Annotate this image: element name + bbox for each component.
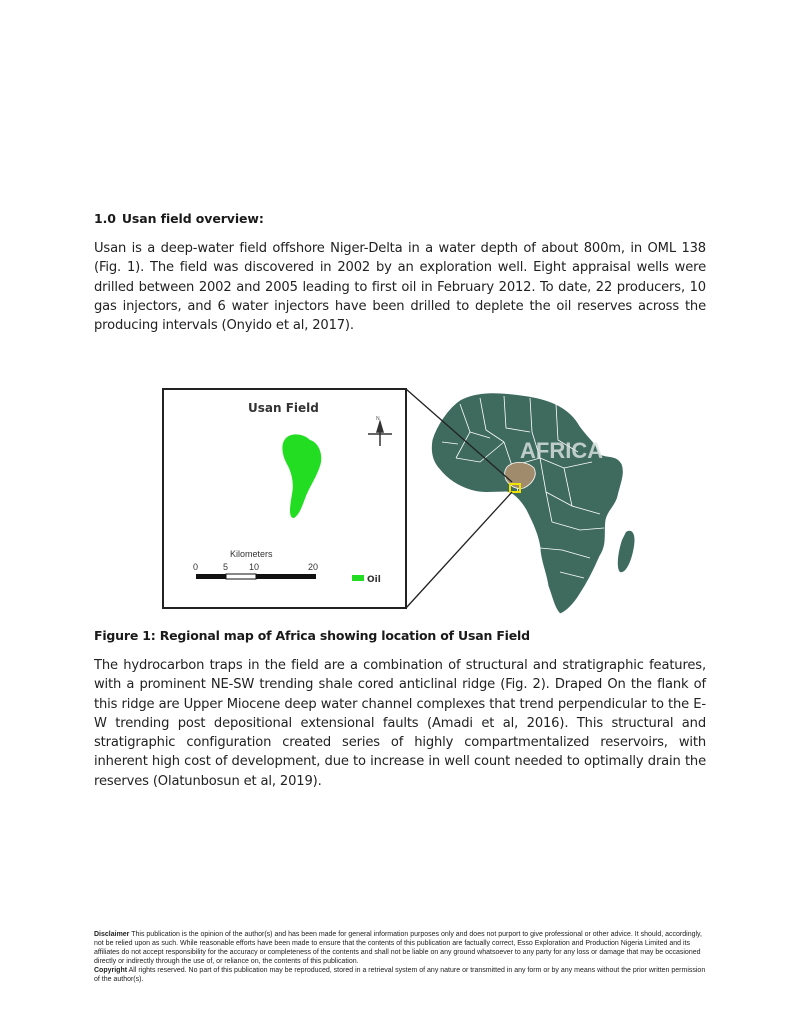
scale-bar xyxy=(196,574,316,579)
north-label: N xyxy=(376,416,380,422)
scale-tick-10: 10 xyxy=(249,562,260,572)
scale-tick-20: 20 xyxy=(308,562,319,572)
disclaimer-text: This publication is the opinion of the author(s) and has been made for general information purposes only and does not purport to give professional or other advice. It should, accordingly, not be relied upon as such. While reasonable efforts have been made to ensure that the contents of this publication are factually correct, Esso Exploration and Production Nigeria Limited and its affiliates do not accept responsibility for the accuracy or completeness of the contents and shall not be liable on any ground whatsoever to any party for any loss or damage that may be occasioned directly or indirectly through the use of, or reliance on, the contents of this publication. xyxy=(94,931,702,966)
callout-line-bottom xyxy=(406,492,512,608)
section-number: 1.0 xyxy=(94,211,116,226)
inset-title: Usan Field xyxy=(248,401,319,415)
scale-title: Kilometers xyxy=(230,549,273,559)
disclaimer-footer xyxy=(94,930,706,985)
section-heading xyxy=(94,211,270,226)
legend-oil-label: Oil xyxy=(367,575,381,585)
madagascar-island xyxy=(618,531,635,572)
africa-continent xyxy=(431,393,623,614)
section-title: Usan field overview: xyxy=(121,211,264,226)
africa-label: AFRICA xyxy=(520,438,604,463)
disclaimer-label: Disclaimer xyxy=(94,931,130,938)
copyright-text: All rights reserved. No part of this publication may be reproduced, stored in a retrieval system of any nature or transmitted in any form or by any means without the prior written permission of the author(s). xyxy=(94,967,706,984)
traps-paragraph: The hydrocarbon traps in the field are a combination of structural and stratigraphic features, with a prominent NE-SW trending shale cored anticlinal ridge (Fig. 2). Draped On the flank of this ridge are Upper Miocene deep water channel complexes that trend perpendicular to the E-W trending post depositional extensional faults (Amadi et al, 2016). This structural and stratigraphic configuration created series of highly compartmentalized reservoirs, with inherent high cost of development, due to increase in well count needed to optimally drain the reserves (Olatunbosun et al, 2019). xyxy=(94,658,706,789)
scale-tick-0: 0 xyxy=(193,562,199,572)
disclaimer-block xyxy=(94,930,706,966)
overview-paragraph: Usan is a deep-water field offshore Niger-Delta in a water depth of about 800m, in OML 138 (Fig. 1). The field was discovered in 2002 by an exploration well. Eight appraisal wells were drilled between 2002 and 2005 leading to first oil in February 2012. To date, 22 producers, 10 gas injectors, and 6 water injectors have been drilled to deplete the oil reserves across the producing intervals (Onyido et al, 2017). xyxy=(94,241,706,334)
scale-tick-5: 5 xyxy=(223,562,229,572)
figure-1 xyxy=(160,382,650,617)
copyright-label: Copyright xyxy=(94,967,128,975)
figure-1-map xyxy=(160,382,650,617)
legend-oil-swatch xyxy=(352,575,364,581)
figure-caption: Figure 1: Regional map of Africa showing location of Usan Field xyxy=(94,628,530,643)
copyright-block xyxy=(94,966,706,984)
